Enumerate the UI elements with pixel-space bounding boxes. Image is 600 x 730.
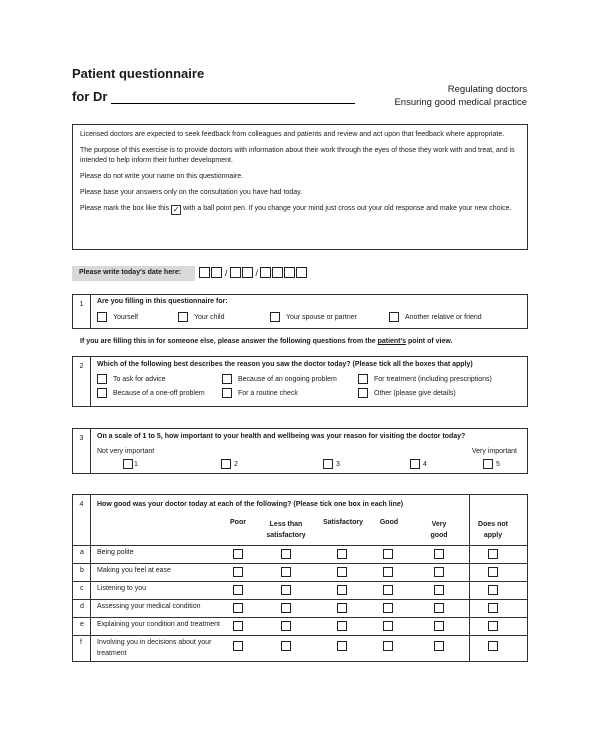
question-number: 2 — [73, 357, 91, 406]
note-start: If you are filling this in for someone else, please answer the following questions from the — [80, 338, 378, 345]
scale-option-1[interactable] — [123, 459, 138, 469]
date-year-3[interactable] — [284, 267, 295, 278]
option-label: For treatment (including prescriptions) — [374, 375, 492, 383]
rating-checkbox[interactable] — [281, 585, 291, 595]
column-header-good: Good — [379, 519, 399, 526]
intro-paragraph-5 — [80, 204, 520, 215]
scale-label: 2 — [234, 460, 238, 468]
option-advice[interactable] — [97, 374, 166, 384]
org-line-1: Regulating doctors — [447, 84, 527, 95]
rating-checkbox[interactable] — [281, 621, 291, 631]
option-routine-check[interactable] — [222, 388, 298, 398]
rating-checkbox[interactable] — [434, 621, 444, 631]
row-letter: c — [80, 585, 84, 592]
row-divider — [73, 545, 527, 546]
date-month-2[interactable] — [242, 267, 253, 278]
date-label: Please write today's date here: — [72, 266, 195, 281]
option-treatment[interactable] — [358, 374, 492, 384]
rating-checkbox[interactable] — [233, 549, 243, 559]
date-year-2[interactable] — [272, 267, 283, 278]
option-label: Your spouse or partner — [286, 313, 357, 321]
intro-paragraph-4: Please base your answers only on the consultation you have had today. — [80, 189, 303, 196]
date-separator: / — [255, 267, 259, 278]
rating-checkbox[interactable] — [233, 585, 243, 595]
for-dr-label: for Dr — [72, 89, 108, 104]
for-dr-field — [72, 89, 355, 104]
checkbox[interactable] — [483, 459, 493, 469]
rating-checkbox[interactable] — [488, 567, 498, 577]
date-separator: / — [225, 267, 228, 278]
row-label: Assessing your medical condition — [97, 603, 201, 610]
scale-label: 4 — [423, 460, 427, 468]
rating-checkbox[interactable] — [434, 641, 444, 651]
rating-checkbox[interactable] — [488, 603, 498, 613]
rating-checkbox[interactable] — [337, 641, 347, 651]
checkbox[interactable] — [270, 312, 280, 322]
row-letter: b — [80, 567, 84, 574]
checkbox[interactable] — [358, 388, 368, 398]
option-label: Because of a one-off problem — [113, 389, 205, 397]
note-underlined: patient's — [377, 338, 407, 345]
rating-checkbox[interactable] — [383, 621, 393, 631]
option-one-off-problem[interactable] — [97, 388, 205, 398]
checkbox[interactable] — [221, 459, 231, 469]
scale-option-5[interactable] — [483, 459, 500, 469]
question-1 — [72, 294, 528, 329]
question-text: On a scale of 1 to 5, how important to your health and wellbeing was your reason for visiting the doctor today? — [97, 433, 466, 440]
rating-checkbox[interactable] — [337, 621, 347, 631]
checkbox[interactable] — [178, 312, 188, 322]
rating-checkbox[interactable] — [488, 641, 498, 651]
option-yourself[interactable] — [97, 312, 138, 322]
rating-checkbox[interactable] — [434, 567, 444, 577]
someone-else-note — [80, 338, 452, 345]
rating-checkbox[interactable] — [488, 549, 498, 559]
row-letter: d — [80, 603, 84, 610]
question-4 — [72, 494, 528, 662]
option-ongoing-problem[interactable] — [222, 374, 337, 384]
rating-checkbox[interactable] — [281, 567, 291, 577]
option-label: To ask for advice — [113, 375, 166, 383]
row-label: Listening to you — [97, 585, 147, 592]
rating-checkbox[interactable] — [488, 621, 498, 631]
row-label: Explaining your condition and treatment — [97, 621, 220, 628]
rating-checkbox[interactable] — [383, 549, 393, 559]
row-label: Making you feel at ease — [97, 567, 171, 574]
column-header-less-than-satisfactory: Less than satisfactory — [266, 521, 306, 539]
rating-checkbox[interactable] — [233, 641, 243, 651]
rating-checkbox[interactable] — [337, 549, 347, 559]
scale-option-4[interactable] — [410, 459, 427, 469]
row-label: Being polite — [97, 549, 134, 556]
question-text: Are you filling in this questionnaire for: — [97, 298, 228, 305]
org-line-2: Ensuring good medical practice — [394, 96, 527, 108]
question-text: How good was your doctor today at each of the following? (Please tick one box in each line) — [97, 501, 404, 508]
column-header-poor: Poor — [230, 519, 246, 526]
rating-checkbox[interactable] — [434, 549, 444, 559]
checkbox[interactable] — [97, 374, 107, 384]
row-letter: a — [80, 549, 84, 556]
intro-paragraph-3: Please do not write your name on this questionnaire. — [80, 173, 244, 180]
column-header-does-not-apply: Does not apply — [478, 521, 508, 539]
scale-label: 5 — [496, 460, 500, 468]
option-relative-friend[interactable] — [389, 312, 482, 322]
date-day-1[interactable] — [199, 267, 210, 278]
option-other[interactable] — [358, 388, 456, 398]
rating-checkbox[interactable] — [383, 567, 393, 577]
doctor-name-line[interactable] — [111, 92, 355, 104]
row-divider — [73, 617, 527, 618]
rating-checkbox[interactable] — [233, 603, 243, 613]
checkbox[interactable] — [222, 388, 232, 398]
checkbox[interactable] — [222, 374, 232, 384]
option-your-child[interactable] — [178, 312, 225, 322]
checkbox[interactable] — [410, 459, 420, 469]
scale-high-label: Very important — [471, 448, 517, 455]
rating-checkbox[interactable] — [434, 603, 444, 613]
question-2 — [72, 356, 528, 407]
rating-checkbox[interactable] — [281, 641, 291, 651]
rating-checkbox[interactable] — [281, 549, 291, 559]
checkbox[interactable] — [323, 459, 333, 469]
page-title: Patient questionnaire — [72, 66, 205, 81]
question-number: 4 — [73, 495, 91, 661]
rating-checkbox[interactable] — [383, 585, 393, 595]
row-divider — [73, 563, 527, 564]
rating-checkbox[interactable] — [337, 585, 347, 595]
option-label: Your child — [194, 313, 225, 321]
rating-checkbox[interactable] — [233, 621, 243, 631]
question-number: 1 — [73, 295, 91, 328]
rating-checkbox[interactable] — [434, 585, 444, 595]
row-letter: f — [80, 639, 82, 646]
checkbox[interactable] — [123, 459, 133, 469]
rating-checkbox[interactable] — [337, 603, 347, 613]
date-boxes — [199, 267, 308, 278]
intro-paragraph-2: The purpose of this exercise is to provide doctors with information about their work through the eyes of those they work with and treat, and is intended to help inform their further development. — [80, 147, 515, 164]
option-label: Because of an ongoing problem — [238, 375, 337, 383]
scale-label: 1 — [134, 460, 138, 468]
checkbox[interactable] — [97, 312, 107, 322]
date-day-2[interactable] — [211, 267, 222, 278]
column-header-very-good: Very good — [430, 521, 448, 539]
checkbox[interactable] — [97, 388, 107, 398]
option-label: Yourself — [113, 313, 139, 321]
scale-label: 3 — [336, 460, 340, 468]
question-3 — [72, 428, 528, 474]
checkbox[interactable] — [389, 312, 399, 322]
scale-option-3[interactable] — [323, 459, 340, 469]
scale-option-2[interactable] — [221, 459, 238, 469]
row-letter: e — [80, 621, 84, 628]
instructions-box — [72, 124, 528, 250]
tick-example-icon: ✓ — [172, 205, 180, 214]
date-month-1[interactable] — [230, 267, 241, 278]
row-divider — [73, 599, 527, 600]
column-divider — [469, 495, 470, 661]
intro-paragraph-1: Licensed doctors are expected to seek feedback from colleagues and patients and review and act upon that feedback where appropriate. — [80, 131, 505, 138]
checkbox[interactable] — [358, 374, 368, 384]
rating-checkbox[interactable] — [383, 603, 393, 613]
organisation-block — [394, 84, 527, 109]
scale-low-label: Not very important — [97, 448, 155, 455]
option-label: For a routine check — [238, 389, 298, 397]
row-divider — [73, 581, 527, 582]
date-year-4[interactable] — [296, 267, 307, 278]
option-label: Another relative or friend — [405, 313, 482, 321]
option-label: Other (please give details) — [374, 389, 456, 397]
intro-p5-end: with a ball point pen. If you change your mind just cross out your old response and make your new choice. — [183, 205, 512, 212]
intro-p5-start: Please mark the box like this — [80, 205, 170, 212]
question-number: 3 — [73, 429, 91, 473]
question-text: Which of the following best describes the reason you saw the doctor today? (Please tick all the boxes that apply) — [97, 361, 473, 368]
option-spouse[interactable] — [270, 312, 357, 322]
row-label: Involving you in decisions about your treatment — [97, 639, 212, 657]
rating-checkbox[interactable] — [233, 567, 243, 577]
rating-checkbox[interactable] — [383, 641, 393, 651]
rating-checkbox[interactable] — [488, 585, 498, 595]
rating-checkbox[interactable] — [337, 567, 347, 577]
note-end: point of view. — [406, 338, 453, 345]
row-divider — [73, 635, 527, 636]
date-year-1[interactable] — [260, 267, 271, 278]
column-header-satisfactory: Satisfactory — [322, 519, 364, 526]
rating-checkbox[interactable] — [281, 603, 291, 613]
